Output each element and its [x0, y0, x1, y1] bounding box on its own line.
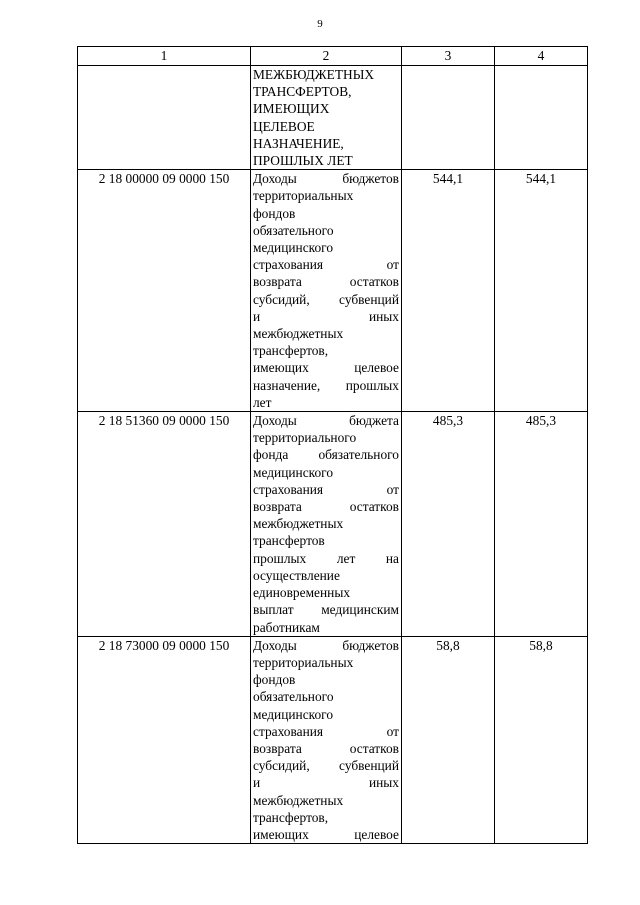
continuation-row	[78, 66, 588, 170]
income-name-word: Доходы	[253, 413, 297, 429]
income-name-line	[253, 256, 399, 273]
income-name-word: возврата	[253, 740, 302, 756]
page-number: 9	[317, 18, 323, 30]
income-name-word: медицинским	[321, 602, 399, 618]
income-name-word: лет	[336, 550, 356, 566]
column-header-2: 2	[251, 47, 402, 66]
column-header-1: 1	[78, 47, 251, 66]
income-name-word: бюджета	[349, 413, 399, 429]
income-name-word: прошлых	[253, 550, 307, 566]
income-name-line	[253, 481, 399, 498]
income-name-word: выплат	[253, 602, 294, 618]
income-name-line	[253, 498, 399, 515]
continuation-line: НАЗНАЧЕНИЕ,	[253, 135, 344, 151]
continuation-line: МЕЖБЮДЖЕТНЫХ	[253, 67, 375, 82]
income-name-word: бюджетов	[342, 637, 399, 653]
income-name-cell	[251, 170, 402, 412]
income-name-line	[253, 550, 399, 567]
income-name-word: прошлых	[345, 377, 399, 393]
income-name-line: единовременных	[253, 585, 351, 601]
income-name-line	[253, 446, 399, 463]
income-name-cell	[251, 636, 402, 843]
income-name-line	[253, 826, 399, 843]
income-name-line	[253, 412, 399, 429]
income-name-word: и	[253, 308, 261, 324]
income-name-word: имеющих	[253, 826, 309, 842]
income-name-line: лет	[253, 394, 272, 410]
value-column-4-cell: 485,3	[495, 412, 588, 637]
income-name-line	[253, 723, 399, 740]
income-name-line	[253, 273, 399, 290]
column-header-3: 3	[402, 47, 495, 66]
table-row	[78, 412, 588, 637]
continuation-line: ТРАНСФЕРТОВ,	[253, 84, 352, 100]
income-name-line	[253, 740, 399, 757]
column-header-4: 4	[495, 47, 588, 66]
income-name-line: медицинского	[253, 240, 334, 256]
income-name-cell	[251, 412, 402, 637]
income-name-line	[253, 637, 399, 654]
income-name-line: межбюджетных	[253, 792, 344, 808]
income-name-word: субвенций	[339, 758, 399, 774]
income-name-word: назначение,	[253, 377, 321, 393]
income-name-line	[253, 170, 399, 187]
income-name-line: территориальных	[253, 654, 354, 670]
value-column-4-cell: 58,8	[495, 636, 588, 843]
income-name-line: фондов	[253, 205, 296, 221]
table-row	[78, 636, 588, 843]
income-name-line: медицинского	[253, 706, 334, 722]
income-name-line	[253, 291, 399, 308]
income-name-word: фонда	[253, 447, 289, 463]
continuation-value-3-cell	[402, 66, 495, 170]
value-column-4-cell: 544,1	[495, 170, 588, 412]
income-name-line	[253, 774, 399, 791]
income-name-word: страхования	[253, 257, 324, 273]
value-column-3-cell: 58,8	[402, 636, 495, 843]
income-name-line	[253, 757, 399, 774]
budget-code-cell: 2 18 51360 09 0000 150	[78, 412, 251, 637]
continuation-name-cell	[251, 66, 402, 170]
income-name-word: субсидий,	[253, 291, 310, 307]
income-name-word: на	[385, 550, 399, 566]
income-name-line	[253, 377, 399, 394]
income-name-word: остатков	[349, 499, 399, 515]
budget-income-table	[77, 46, 588, 844]
table-row	[78, 170, 588, 412]
income-name-word: остатков	[349, 740, 399, 756]
income-name-word: бюджетов	[342, 171, 399, 187]
continuation-line: ПРОШЛЫХ ЛЕТ	[253, 153, 353, 169]
value-column-3-cell: 544,1	[402, 170, 495, 412]
income-name-line: межбюджетных	[253, 516, 344, 532]
income-name-word: от	[386, 257, 399, 273]
income-name-word: обязательного	[318, 447, 399, 463]
continuation-line: ИМЕЮЩИХ	[253, 101, 330, 117]
continuation-value-4-cell	[495, 66, 588, 170]
income-name-word: от	[386, 481, 399, 497]
income-name-word: и	[253, 775, 261, 791]
budget-code-cell: 2 18 00000 09 0000 150	[78, 170, 251, 412]
income-name-word: возврата	[253, 274, 302, 290]
income-name-word: Доходы	[253, 637, 297, 653]
income-name-word: целевое	[354, 826, 399, 842]
income-name-word: субсидий,	[253, 758, 310, 774]
income-name-word: страхования	[253, 481, 324, 497]
income-name-line: трансфертов,	[253, 809, 329, 825]
income-name-line: медицинского	[253, 464, 334, 480]
income-name-word: иных	[368, 775, 399, 791]
income-name-word: от	[386, 723, 399, 739]
income-name-line: территориальных	[253, 188, 354, 204]
income-name-word: иных	[368, 308, 399, 324]
income-name-word: целевое	[354, 360, 399, 376]
income-name-word: остатков	[349, 274, 399, 290]
income-name-line: трансфертов,	[253, 343, 329, 359]
income-name-line: работникам	[253, 619, 320, 635]
income-name-line	[253, 601, 399, 618]
income-name-word: Доходы	[253, 171, 297, 187]
income-name-line: фондов	[253, 672, 296, 688]
income-name-line	[253, 308, 399, 325]
income-name-word: субвенций	[339, 291, 399, 307]
header-row	[78, 47, 588, 66]
continuation-line: ЦЕЛЕВОЕ	[253, 118, 315, 134]
income-name-line: трансфертов	[253, 533, 325, 549]
income-name-line: межбюджетных	[253, 326, 344, 342]
income-name-line: обязательного	[253, 222, 334, 238]
income-name-line	[253, 359, 399, 376]
income-name-word: возврата	[253, 499, 302, 515]
income-name-word: имеющих	[253, 360, 309, 376]
value-column-3-cell: 485,3	[402, 412, 495, 637]
income-name-line: осуществление	[253, 567, 340, 583]
income-name-word: страхования	[253, 723, 324, 739]
income-name-line: обязательного	[253, 689, 334, 705]
continuation-code-cell	[78, 66, 251, 170]
budget-code-cell: 2 18 73000 09 0000 150	[78, 636, 251, 843]
income-name-line: территориального	[253, 430, 357, 446]
